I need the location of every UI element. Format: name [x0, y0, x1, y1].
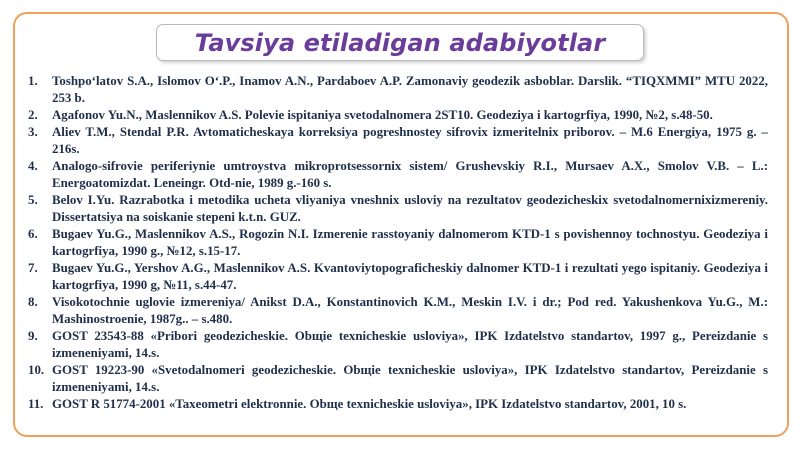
reference-item [28, 328, 768, 361]
reference-text: Aliev T.M., Stendal P.R. Avtomaticheskaya korreksiya pogreshnostey sifrovix izmeritelnix priborov. – M.6 Energiya, 1975 g. – 216s. [52, 125, 768, 156]
reference-number: 3. [28, 125, 38, 140]
reference-number: 5. [28, 193, 38, 208]
reference-text: Visokotochnie uglovie izmereniya/ Anikst D.A., Konstantinovich K.M., Meskin I.V. i dr.; Pod red. Yakushenkova Yu.G., M.: Mashinostroenie, 1987g.. – s.480. [52, 295, 768, 326]
reference-text: Agafonov Yu.N., Maslennikov A.S. Polevie ispitaniya svetodalnomera 2ST10. Geodeziya i kartogrfiya, 1990, №2, s.48-50. [52, 108, 713, 122]
reference-item [28, 396, 768, 413]
reference-text: Toshpo‘latov S.A., Islomov O‘.P., Inamov A.N., Pardaboev A.P. Zamonaviy geodezik asboblar. Darslik. “TIQXMMI” MTU 2022, 253 b. [52, 74, 768, 105]
reference-number: 11. [28, 397, 44, 412]
reference-item [28, 362, 768, 395]
reference-text: Belov I.Yu. Razrabotka i metodika ucheta vliyaniya vneshnix usloviy na rezultatov geodezicheskix svetodalnomernixizmereniy. Dissertatsiya na soiskanie stepeni k.t.n. GUZ. [52, 193, 768, 224]
reference-number: 9. [28, 329, 38, 344]
reference-item [28, 124, 768, 157]
reference-text: Bugaev Yu.G., Yershov A.G., Maslennikov A.S. Kvantoviytopograficheskiy dalnomer KTD-1 i rezultati yego ispitaniy. Geodeziya i kartogrfiya, 1990 g, №11, s.44-47. [52, 261, 768, 292]
reference-item [28, 73, 768, 106]
reference-number: 7. [28, 261, 38, 276]
slide-title: Tavsiya etiladigan adabiyotlar [194, 28, 606, 57]
reference-number: 4. [28, 159, 38, 174]
reference-number: 1. [28, 74, 38, 88]
reference-number: 6. [28, 227, 38, 242]
reference-item [28, 260, 768, 293]
reference-item [28, 192, 768, 225]
reference-text: Bugaev Yu.G., Maslennikov A.S., Rogozin N.I. Izmerenie rasstoyaniy dalnomerom KTD-1 s povishennoy tochnostyu. Geodeziya i kartogrfiya, 1990 g., №12, s.15-17. [52, 227, 768, 258]
reference-text: GOST 19223-90 «Svetodalnomeri geodezicheskie. Obщie texnicheskie usloviya», IPK Izdatelstvo standartov, Pereizdanie s izmeneniyami, 14.s. [52, 363, 768, 394]
reference-item [28, 158, 768, 191]
reference-number: 2. [28, 108, 38, 122]
reference-text: GOST 23543-88 «Pribori geodezicheskie. Obщie texnicheskie usloviya», IPK Izdatelstvo standartov, 1997 g., Pereizdanie s izmeneniyami, 14.s. [52, 329, 768, 360]
reference-item [28, 226, 768, 259]
reference-item [28, 294, 768, 327]
title-box [156, 24, 644, 61]
reference-text: Analogo-sifrovie periferiynie umtroystva mikroprotsessornix sistem/ Grushevskiy R.I., Mursaev A.X., Smolov V.B. – L.: Energoatomizdat. Leneingr. Otd-nie, 1989 g.-160 s. [52, 159, 768, 190]
reference-text: GOST R 51774-2001 «Taxeometri elektronnie. Obщe texnicheskie usloviya», IPK Izdatelstvo standartov, 2001, 10 s. [52, 397, 687, 412]
reference-number: 8. [28, 295, 38, 310]
reference-list [28, 73, 768, 414]
reference-item [28, 107, 768, 124]
reference-number: 10. [28, 363, 45, 378]
